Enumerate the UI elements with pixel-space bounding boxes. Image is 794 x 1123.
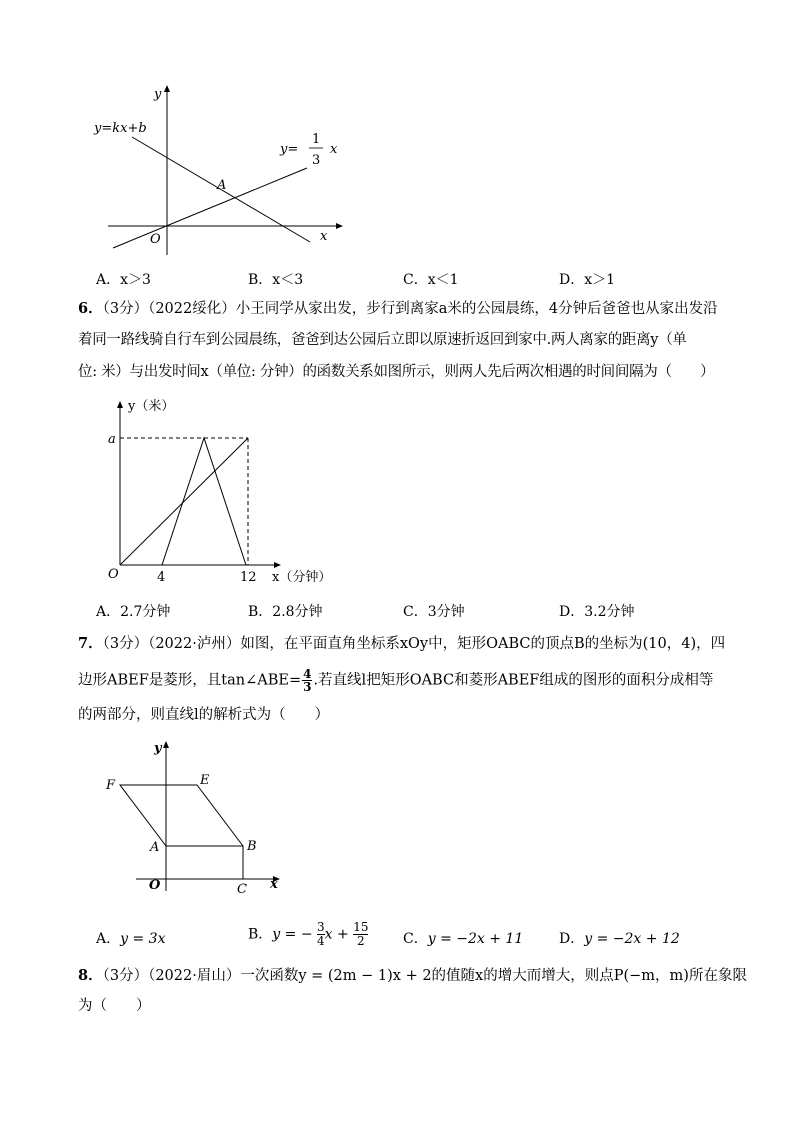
- q8-line-1: 8．（3分）（2022·眉山）一次函数y = (2m − 1)x + 2的值随x的增大而增大，则点P(−m，m)所在象限: [78, 967, 747, 984]
- dad-line: [162, 438, 246, 565]
- figure-q5: [80, 80, 360, 265]
- origin-label: O: [108, 567, 119, 582]
- o-label: O: [149, 878, 161, 893]
- q7-line-1: 7．（3分）（2022·泸州）如图，在平面直角坐标系xOy中，矩形OABC的顶点B的坐标为(10，4)，四: [78, 635, 726, 652]
- q6-option-b[interactable]: B．2.8分钟: [248, 604, 323, 620]
- a-label: A: [150, 840, 160, 855]
- q7-meta: （3分）（2022·泸州）: [102, 636, 241, 652]
- q7-fraction: $\frac{4}{3}$: [303, 667, 312, 694]
- q6-number: 6．: [78, 300, 103, 317]
- figure-q6: [100, 392, 340, 592]
- q6-line-2: 着同一路线骑自行车到公园晨练，爸爸到达公园后立即以原速折返回到家中.两人离家的距离y（单: [78, 332, 687, 348]
- q8-number: 8．: [78, 967, 103, 984]
- line2-label-prefix: y=: [280, 142, 299, 157]
- b-label: B: [247, 839, 257, 854]
- a-label: a: [108, 432, 116, 447]
- q5-option-a[interactable]: A．x＞3: [96, 272, 151, 288]
- q6-option-c[interactable]: C．3分钟: [403, 604, 465, 620]
- figure-q7: [96, 736, 296, 896]
- rhombus-abef: [120, 785, 243, 846]
- line2-frac-den: 3: [312, 153, 321, 168]
- q8-meta: （3分）（2022·眉山）: [102, 968, 241, 984]
- x-label: x: [270, 877, 278, 892]
- line-one-third-x: [113, 168, 307, 248]
- walker-line: [120, 438, 248, 565]
- q7-option-b[interactable]: B．y = − $\frac{3}{4}$ x + $\frac{15}{2}$: [248, 920, 369, 948]
- y-axis-label: y: [154, 87, 162, 102]
- y-label: y: [154, 741, 162, 756]
- line2-frac-num: 1: [312, 132, 321, 147]
- q7-option-d[interactable]: D．y = −2x + 12: [559, 931, 680, 947]
- q8-line-2: 为（ ）: [78, 998, 151, 1014]
- y-axis-label: y（米）: [128, 399, 175, 414]
- tick-4: 4: [157, 570, 166, 585]
- q7b-frac-1: $\frac{3}{4}$: [317, 920, 325, 948]
- q5-option-c[interactable]: C．x＜1: [403, 272, 459, 288]
- q7-option-c[interactable]: C．y = −2x + 11: [403, 931, 524, 947]
- q7b-frac-2: $\frac{15}{2}$: [353, 920, 369, 948]
- q6-line-1: 6．（3分）（2022绥化）小王同学从家出发，步行到离家a米的公园晨练，4分钟后爸爸也从家出发沿: [78, 300, 718, 317]
- tick-12: 12: [240, 570, 257, 585]
- line1-label: y=kx+b: [94, 121, 147, 136]
- q5-option-b[interactable]: B．x＜3: [248, 272, 304, 288]
- q5-option-d[interactable]: D．x＞1: [559, 272, 616, 288]
- q6-option-a[interactable]: A．2.7分钟: [96, 604, 171, 620]
- q7-line-3: 的两部分，则直线l的解析式为（ ）: [78, 707, 330, 723]
- q7-number: 7．: [78, 635, 103, 652]
- point-a-label: A: [217, 178, 227, 193]
- x-axis-label: x: [320, 229, 328, 244]
- f-label: F: [106, 778, 116, 793]
- q6-line-3: 位: 米）与出发时间x（单位: 分钟）的函数关系如图所示，则两人先后两次相遇的时间间隔为（ ）: [78, 364, 715, 380]
- origin-label: O: [150, 232, 161, 247]
- q6-option-d[interactable]: D．3.2分钟: [559, 604, 635, 620]
- q6-meta: （3分）（2022绥化）: [102, 301, 236, 317]
- rectangle-oabc: [166, 846, 243, 879]
- q7-option-a[interactable]: A．y = 3x: [96, 931, 166, 947]
- line2-label-var: x: [330, 142, 338, 157]
- x-axis-label: x（分钟）: [272, 570, 332, 585]
- c-label: C: [237, 882, 247, 896]
- q7-line-2: 边形ABEF是菱形，且tan∠ABE= $\frac{4}{3}$ .若直线l把矩形OABC和菱形ABEF组成的图形的面积分成相等: [78, 667, 714, 694]
- e-label: E: [200, 773, 210, 788]
